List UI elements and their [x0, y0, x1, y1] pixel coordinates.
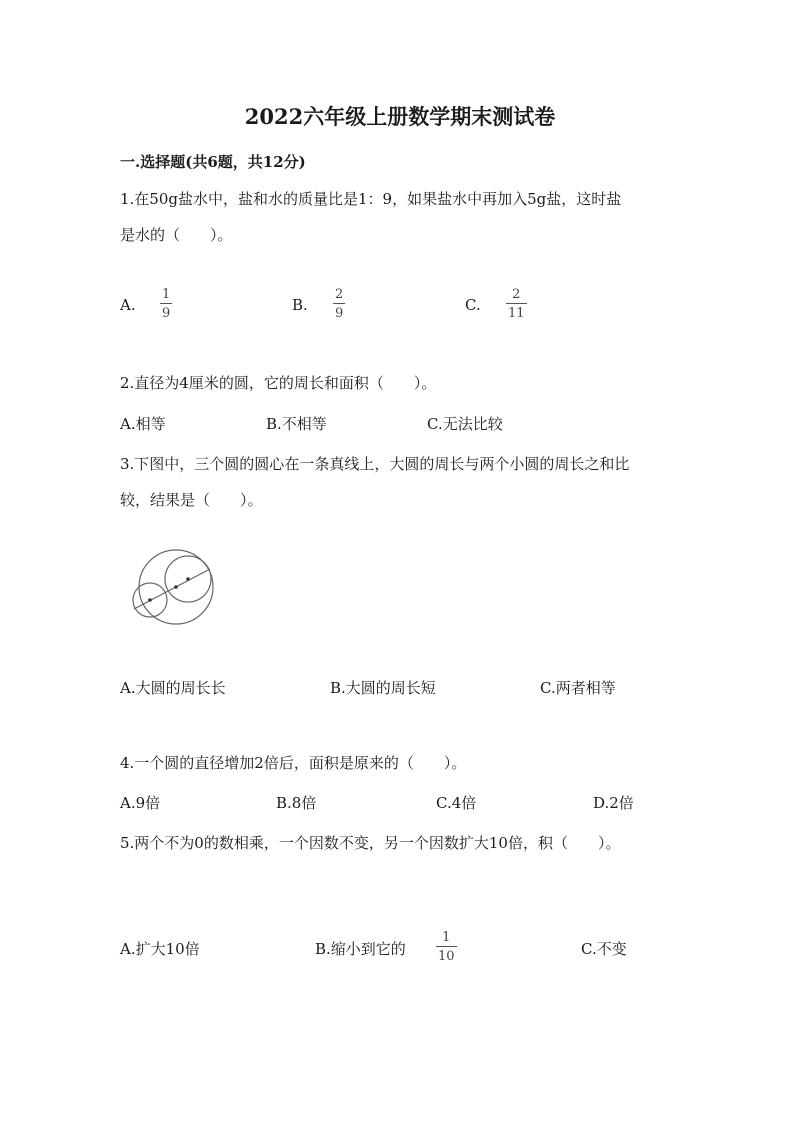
q1-option-a-label: A.: [120, 296, 136, 314]
three-circles-figure: [128, 547, 216, 629]
q2-option-c: C.无法比较: [427, 415, 503, 433]
q3-stem-line1: 3.下图中，三个圆的圆心在一条真线上，大圆的周长与两个小圆的周长之和比: [120, 455, 630, 473]
q1-option-c-numerator: 2: [512, 287, 521, 302]
q2-stem: 2.直径为4厘米的圆，它的周长和面积（ ）。: [120, 374, 437, 392]
q4-stem: 4.一个圆的直径增加2倍后，面积是原来的（ ）。: [120, 754, 467, 772]
q3-option-b: B.大圆的周长短: [330, 679, 436, 697]
page-title: 2022六年级上册数学期末测试卷: [244, 104, 556, 129]
q3-option-a: A.大圆的周长长: [120, 679, 226, 697]
q1-option-b-numerator: 2: [335, 287, 344, 302]
section-heading: 一.选择题(共6题，共12分): [120, 153, 306, 171]
q5-stem: 5.两个不为0的数相乘，一个因数不变，另一个因数扩大10倍，积（ ）。: [120, 834, 621, 852]
q5-option-a: A.扩大10倍: [120, 940, 200, 958]
q5-option-b-denominator: 10: [438, 949, 455, 964]
q4-option-d: D.2倍: [593, 794, 634, 812]
q4-option-a: A.9倍: [120, 794, 161, 812]
q1-option-a-denominator: 9: [162, 306, 171, 321]
q3-option-c: C.两者相等: [540, 679, 616, 697]
q1-option-c-denominator: 11: [508, 306, 525, 321]
q1-stem-line1: 1.在50g盐水中，盐和水的质量比是1：9，如果盐水中再加入5g盐，这时盐: [120, 190, 622, 208]
q1-stem-line2: 是水的（ ）。: [120, 226, 233, 244]
q1-option-b-fraction: [333, 288, 345, 320]
q2-option-a: A.相等: [120, 415, 166, 433]
q5-option-b-fraction: [436, 931, 457, 963]
q1-option-b-denominator: 9: [335, 306, 344, 321]
q4-option-c: C.4倍: [436, 794, 477, 812]
q1-option-a-fraction: [160, 288, 172, 320]
q1-option-b-label: B.: [292, 296, 308, 314]
q1-option-c-fraction: [506, 288, 527, 320]
q3-stem-line2: 较，结果是（ ）。: [120, 491, 263, 509]
q5-option-b-label: B.缩小到它的: [315, 940, 406, 958]
q1-option-c-label: C.: [465, 296, 481, 314]
q4-option-b: B.8倍: [276, 794, 317, 812]
q5-option-c: C.不变: [581, 940, 627, 958]
q2-option-b: B.不相等: [266, 415, 327, 433]
q1-option-a-numerator: 1: [162, 287, 171, 302]
q5-option-b-numerator: 1: [442, 930, 451, 945]
